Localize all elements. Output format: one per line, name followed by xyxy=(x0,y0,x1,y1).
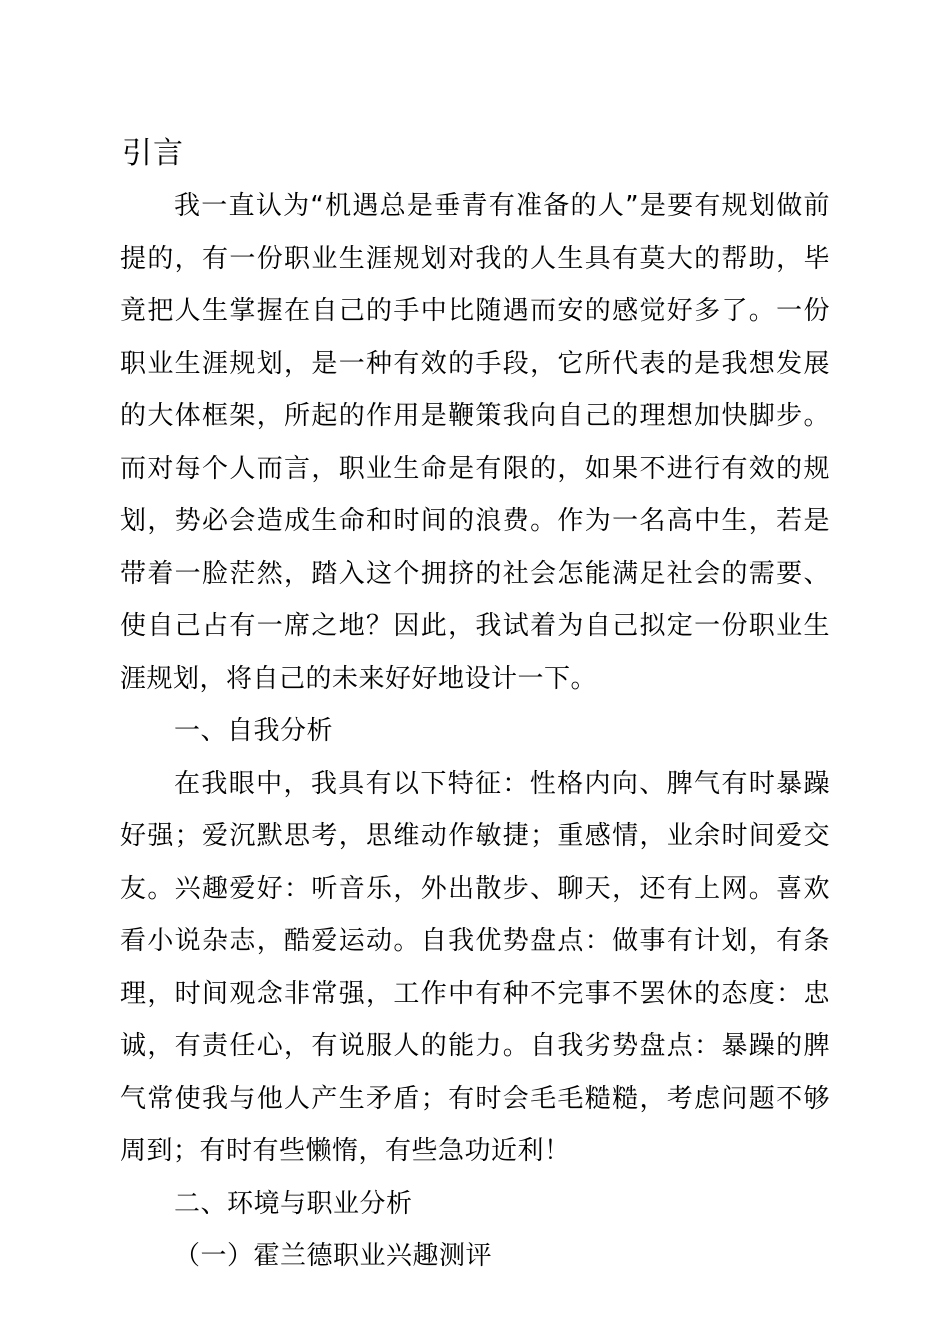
document-title: 引言 xyxy=(122,136,184,171)
section-heading-environment-career: 二、环境与职业分析 xyxy=(174,1188,413,1219)
subsection-heading-holland-test: （一）霍兰德职业兴趣测评 xyxy=(174,1241,493,1271)
intro-paragraph: 我一直认为“机遇总是垂青有准备的人”是要有规划做前提的，有一份职业生涯规划对我的人生具有莫大的帮助，毕竟把人生掌握在自己的手中比随遇而安的感觉好多了。一份职业生涯规划，是一种有效的手段，它所代表的是我想发展的大体框架，所起的作用是鞭策我向自己的理想加快脚步。而对每个人而言，职业生命是有限的，如果不进行有效的规划，势必会造成生命和时间的浪费。作为一名高中生，若是带着一脸茫然，踏入这个拥挤的社会怎能满足社会的需要、使自己占有一席之地？因此，我试着为自己拟定一份职业生涯规划，将自己的未来好好地设计一下。 xyxy=(120,191,830,694)
document-body xyxy=(120,128,830,1283)
self-analysis-paragraph: 在我眼中，我具有以下特征：性格内向、脾气有时暴躁好强；爱沉默思考，思维动作敏捷；重感情，业余时间爱交友。兴趣爱好：听音乐，外出散步、聊天，还有上网。喜欢看小说杂志，酷爱运动。自我优势盘点：做事有计划，有条理，时间观念非常强，工作中有种不完事不罢休的态度：忠诚，有责任心，有说服人的能力。自我劣势盘点：暴躁的脾气常使我与他人产生矛盾；有时会毛毛糙糙，考虑问题不够周到；有时有些懒惰，有些急功近利！ xyxy=(120,768,830,1166)
section-heading-self-analysis: 一、自我分析 xyxy=(174,716,334,746)
